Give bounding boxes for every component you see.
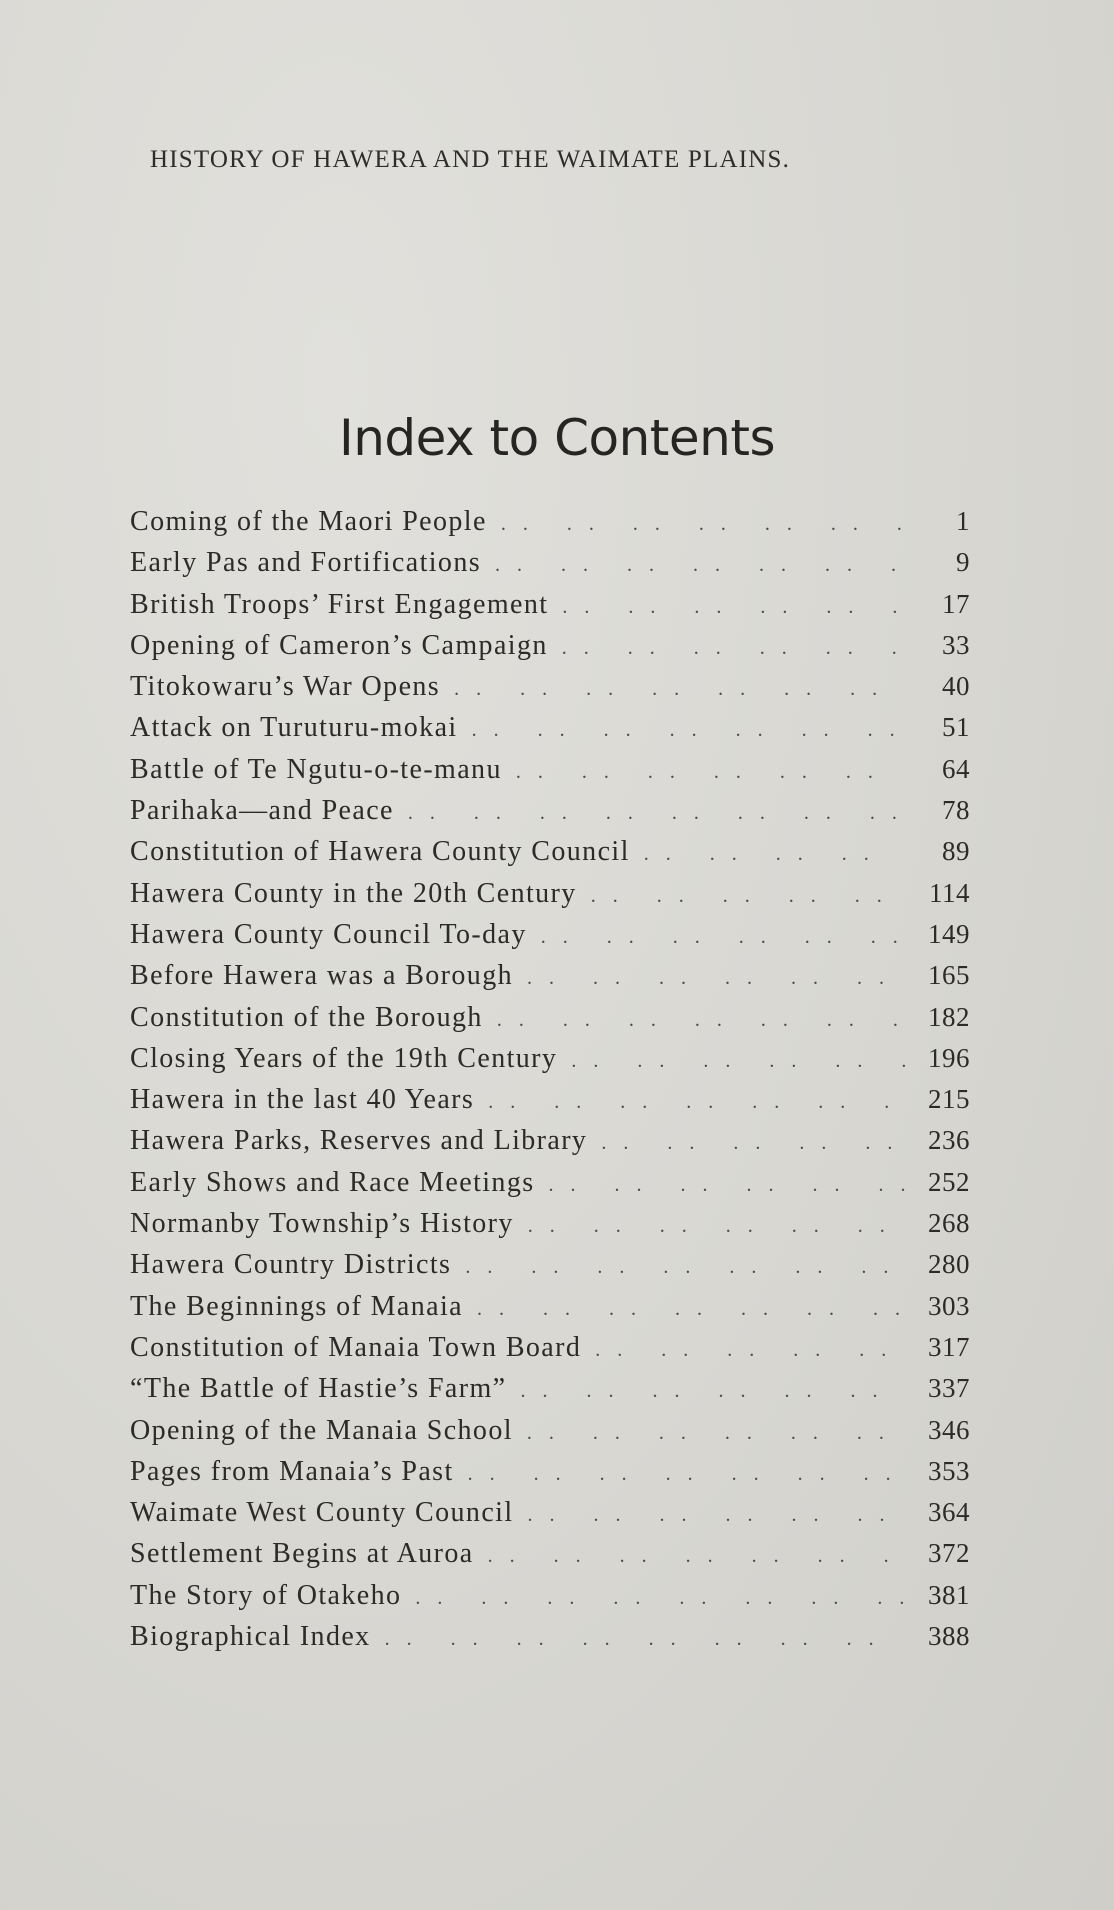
toc-entry-title: Closing Years of the 19th Century [130,1042,558,1074]
toc-entry [130,1125,970,1166]
toc-entry [130,1208,970,1249]
toc-entry-page-number: 303 [928,1290,970,1321]
toc-entry [130,1621,970,1662]
dot-leader [477,1298,906,1321]
toc-entry-title: Constitution of Hawera County Council [130,836,630,868]
toc-entry [130,1291,970,1332]
dot-leader [501,513,906,536]
dot-leader [549,1174,906,1197]
dot-leader [385,1628,906,1651]
dot-leader [527,967,906,990]
toc-entry-page-number: 280 [928,1249,970,1280]
dot-leader [595,1339,906,1362]
dot-leader [528,1215,906,1238]
toc-entry-title: Parihaka—and Peace [130,795,394,827]
toc-entry-title: Hawera in the last 40 Years [130,1084,475,1116]
toc-entry-title: Early Pas and Fortifications [130,547,482,579]
toc-entry [130,712,970,753]
toc-entry [130,836,970,877]
toc-entry-title: British Troops’ First Engagement [130,588,549,620]
dot-leader [571,1050,906,1073]
toc-entry-page-number: 165 [928,960,970,991]
toc-entry-page-number: 64 [942,753,970,784]
toc-entry [130,1332,970,1373]
dot-leader [472,719,906,742]
toc-entry-title: Hawera County Council To-day [130,918,527,950]
toc-entry-title: Normanby Township’s History [130,1208,514,1240]
dot-leader [408,802,906,825]
toc-entry-title: Hawera Country Districts [130,1249,452,1281]
toc-entry-title: Settlement Begins at Auroa [130,1538,474,1570]
dot-leader [562,637,906,660]
toc-entry-page-number: 33 [942,629,970,660]
toc-entry-title: Before Hawera was a Borough [130,960,514,992]
toc-entry-page-number: 364 [928,1497,970,1528]
toc-entry [130,630,970,671]
toc-entry-page-number: 182 [928,1001,970,1032]
toc-entry-title: Battle of Te Ngutu-o-te-manu [130,753,502,785]
toc-entry-title: The Beginnings of Manaia [130,1290,463,1322]
dot-leader [454,678,906,701]
toc-entry-title: Hawera County in the 20th Century [130,877,577,909]
toc-entry-title: Opening of the Manaia School [130,1414,513,1446]
dot-leader [591,885,906,908]
toc-entry-page-number: 89 [942,836,970,867]
dot-leader [601,1132,906,1155]
dot-leader [488,1091,906,1114]
toc-entry-title: Biographical Index [130,1621,371,1653]
dot-leader [516,761,906,784]
dot-leader [562,596,906,619]
toc-entry [130,919,970,960]
toc-entry-page-number: 236 [928,1125,970,1156]
toc-entry-page-number: 78 [942,795,970,826]
toc-entry [130,754,970,795]
toc-entry-title: Constitution of the Borough [130,1001,483,1033]
toc-entry [130,589,970,630]
toc-entry [130,671,970,712]
dot-leader [527,1422,906,1445]
dot-leader [541,926,906,949]
toc-entry-title: Coming of the Maori People [130,506,487,537]
toc-entry-page-number: 353 [928,1455,970,1486]
toc-entry [130,1538,970,1579]
dot-leader [465,1256,906,1279]
toc-entry [130,506,970,547]
toc-entry [130,1084,970,1125]
toc-entry-title: Attack on Turuturu-mokai [130,712,458,744]
toc-entry-page-number: 346 [928,1414,970,1445]
toc-entry [130,1249,970,1290]
dot-leader [415,1587,906,1610]
toc-entry-page-number: 114 [929,877,970,908]
toc-entry-page-number: 317 [928,1331,970,1362]
page-title: Index to Contents [338,408,776,467]
toc-entry-title: Early Shows and Race Meetings [130,1166,535,1198]
toc-entry-page-number: 196 [928,1042,970,1073]
toc-entry-page-number: 268 [928,1208,970,1239]
table-of-contents [130,506,970,1662]
dot-leader [521,1380,907,1403]
toc-entry-title: Waimate West County Council [130,1497,514,1529]
toc-entry [130,1456,970,1497]
toc-entry [130,1580,970,1621]
toc-entry [130,960,970,1001]
toc-entry-title: “The Battle of Hastie’s Farm” [130,1373,507,1405]
toc-entry-title: Hawera Parks, Reserves and Library [130,1125,588,1157]
dot-leader [644,843,906,866]
toc-entry-page-number: 337 [928,1373,970,1404]
dot-leader [468,1463,906,1486]
toc-entry-page-number: 252 [928,1166,970,1197]
dot-leader [528,1504,906,1527]
toc-entry [130,795,970,836]
toc-entry-title: The Story of Otakeho [130,1579,402,1611]
toc-entry [130,1167,970,1208]
toc-entry-page-number: 388 [928,1621,970,1652]
running-head: HISTORY OF HAWERA AND THE WAIMATE PLAINS. [150,146,791,173]
dot-leader [488,1545,906,1568]
toc-entry-page-number: 17 [942,588,970,619]
toc-entry [130,878,970,919]
toc-entry-page-number: 215 [928,1084,970,1115]
toc-entry-title: Opening of Cameron’s Campaign [130,629,548,661]
toc-entry [130,1415,970,1456]
toc-entry [130,1497,970,1538]
toc-entry-page-number: 40 [942,671,970,702]
dot-leader [495,554,906,577]
toc-entry-title: Titokowaru’s War Opens [130,671,441,703]
toc-entry-title: Constitution of Manaia Town Board [130,1331,582,1363]
toc-entry [130,1043,970,1084]
toc-entry-page-number: 149 [928,918,970,949]
toc-entry [130,547,970,588]
toc-entry [130,1373,970,1414]
toc-entry-page-number: 51 [942,712,970,743]
toc-entry-page-number: 381 [928,1579,970,1610]
toc-entry-page-number: 1 [956,506,970,536]
toc-entry-page-number: 372 [928,1538,970,1569]
dot-leader [497,1009,906,1032]
toc-entry [130,1002,970,1043]
toc-entry-title: Pages from Manaia’s Past [130,1455,454,1487]
toc-entry-page-number: 9 [956,547,970,578]
